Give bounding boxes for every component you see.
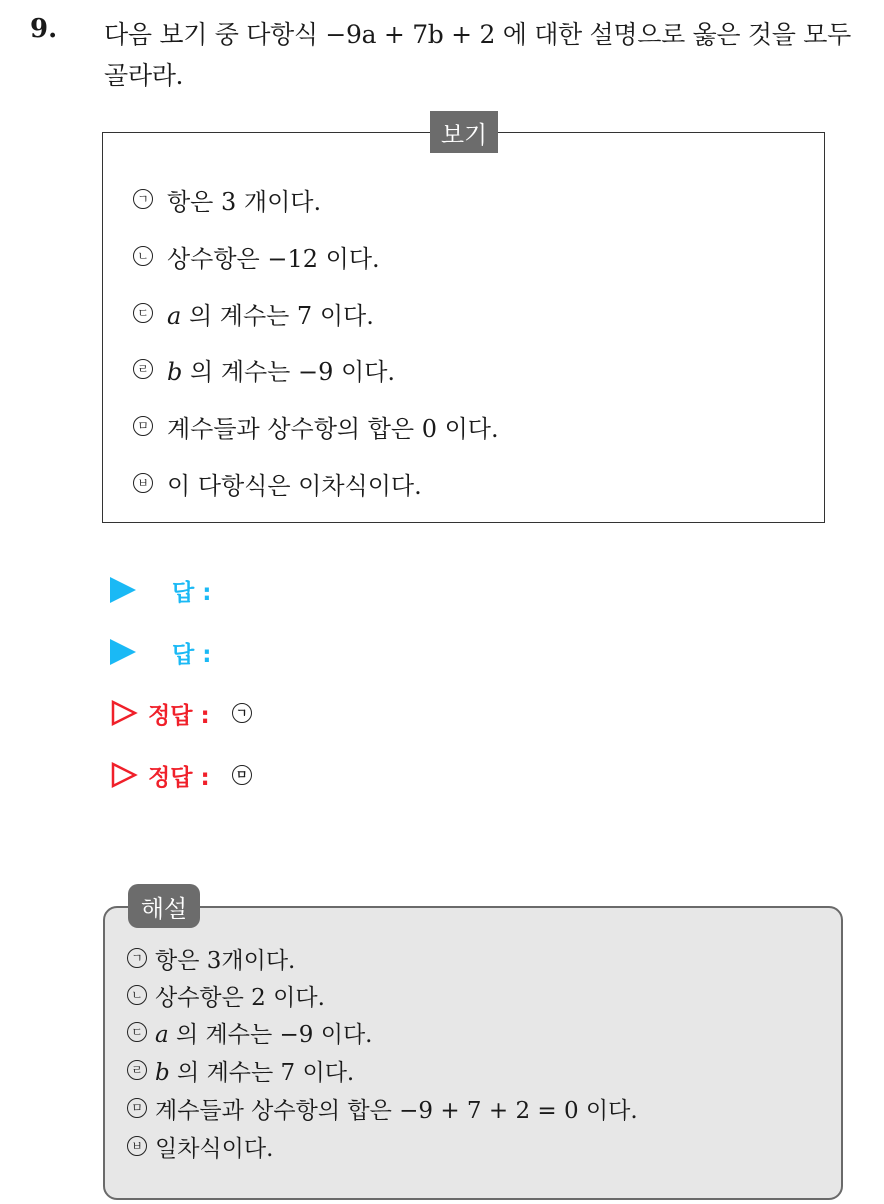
explanation-item-2 [127, 978, 325, 1012]
explanation-title: 해설 [128, 884, 200, 928]
question-number: 9. [30, 14, 58, 44]
circled-marker: ㄴ [127, 985, 147, 1005]
polynomial: −9a + 7b + 2 [325, 20, 496, 49]
bogi-item-text: 이 다항식은 이차식이다. [167, 471, 422, 500]
bogi-item-3 [133, 296, 374, 330]
variable: a [167, 301, 182, 330]
circled-marker: ㅂ [133, 473, 153, 493]
circled-marker: ㄷ [133, 303, 153, 323]
answer-label: 답 : [172, 641, 212, 668]
circled-marker: ㅁ [127, 1098, 147, 1118]
explanation-item-3 [127, 1015, 373, 1049]
play-triangle-icon [110, 577, 136, 603]
bogi-item-4 [133, 352, 395, 386]
circled-marker: ㄹ [133, 359, 153, 379]
circled-marker: ㄷ [127, 1022, 147, 1042]
explanation-item-text: 의 계수는 7 이다. [169, 1059, 355, 1086]
question-text-after: 에 대한 설명으로 옳은 것을 모두 골라라. [104, 20, 851, 90]
explanation-item-5 [127, 1091, 638, 1125]
bogi-item-text: 항은 3 개이다. [167, 187, 322, 216]
correct-answer-row-1 [110, 695, 252, 731]
circled-marker: ㅂ [127, 1136, 147, 1156]
correct-answer-marker: ㄱ [232, 703, 252, 723]
explanation-item-4 [127, 1053, 354, 1087]
answer-row-2 [110, 634, 211, 670]
explanation-item-text: 일차식이다. [155, 1135, 274, 1162]
correct-answer-label: 정답 : [148, 764, 210, 791]
explanation-item-text: 상수항은 2 이다. [155, 984, 325, 1011]
explanation-item-text: 의 계수는 −9 이다. [168, 1021, 373, 1048]
bogi-item-text: 상수항은 −12 이다. [167, 244, 380, 273]
circled-marker: ㄹ [127, 1060, 147, 1080]
circled-marker: ㄱ [127, 948, 147, 968]
question-text [104, 14, 874, 96]
bogi-item-text: 계수들과 상수항의 합은 0 이다. [167, 414, 499, 443]
explanation-item-text: 항은 3개이다. [155, 947, 296, 974]
play-triangle-icon [110, 639, 136, 665]
correct-answer-label: 정답 : [148, 702, 210, 729]
variable: b [155, 1059, 170, 1086]
bogi-item-1 [133, 182, 321, 216]
outline-triangle-icon [110, 699, 138, 727]
explanation-item-6 [127, 1129, 273, 1163]
bogi-item-2 [133, 239, 380, 273]
bogi-item-text: 의 계수는 7 이다. [181, 301, 374, 330]
circled-marker: ㅁ [133, 416, 153, 436]
circled-marker: ㄴ [133, 246, 153, 266]
outline-triangle-icon [110, 761, 138, 789]
bogi-title: 보기 [430, 111, 498, 153]
explanation-item-1 [127, 941, 295, 975]
question-text-before: 다음 보기 중 다항식 [104, 20, 326, 49]
bogi-item-6 [133, 466, 422, 500]
answer-label: 답 : [172, 579, 212, 606]
variable: a [155, 1021, 169, 1048]
correct-answer-row-2 [110, 757, 252, 793]
explanation-item-text: 계수들과 상수항의 합은 −9 + 7 + 2 = 0 이다. [155, 1097, 638, 1124]
correct-answer-marker: ㅁ [232, 765, 252, 785]
bogi-item-5 [133, 409, 499, 443]
variable: b [167, 357, 183, 386]
circled-marker: ㄱ [133, 189, 153, 209]
bogi-item-text: 의 계수는 −9 이다. [182, 357, 396, 386]
answer-row-1 [110, 572, 211, 608]
